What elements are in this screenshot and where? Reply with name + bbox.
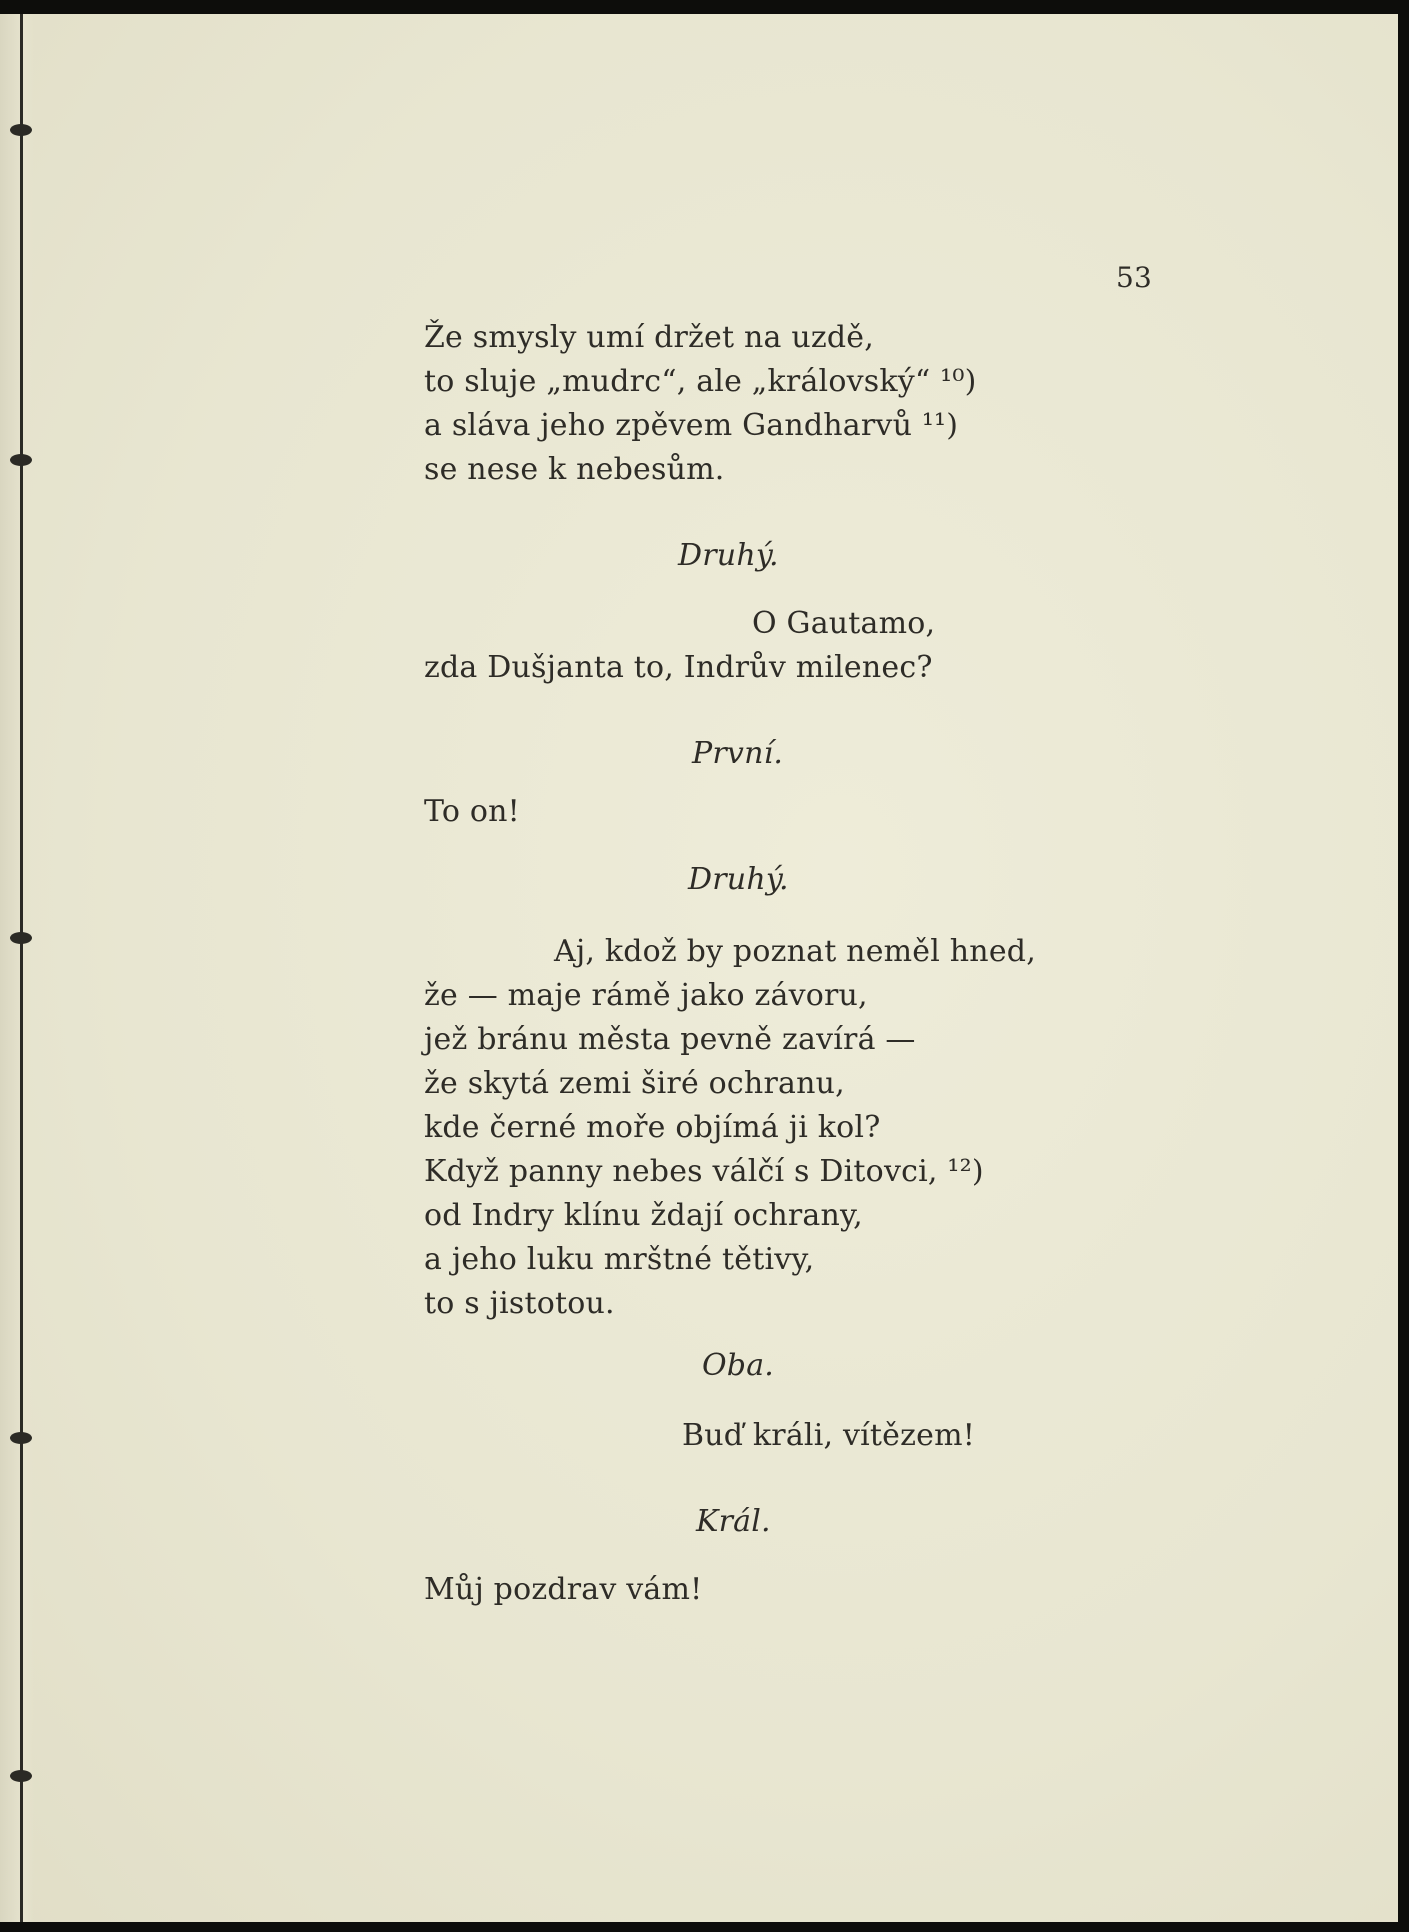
verse-line: a jeho luku mrštné tětivy, [424, 1242, 815, 1277]
speaker-heading: Druhý. [688, 862, 789, 897]
speaker-heading: Druhý. [678, 538, 779, 573]
speaker-heading: První. [692, 736, 784, 771]
stitch-mark [10, 932, 32, 944]
page-number: 53 [1116, 261, 1153, 294]
verse-line: že — maje rámě jako závoru, [424, 978, 868, 1013]
speaker-heading: Oba. [702, 1348, 775, 1383]
binding-edge [0, 14, 34, 1922]
verse-line: Buď králi, vítězem! [682, 1418, 975, 1453]
stitch-mark [10, 1432, 32, 1444]
stitch-mark [10, 124, 32, 136]
verse-line: to sluje „mudrc“, ale „královský“ ¹⁰) [424, 364, 977, 399]
verse-line: že skytá zemi širé ochranu, [424, 1066, 845, 1101]
stitch-mark [10, 1770, 32, 1782]
verse-line: kde černé moře objímá ji kol? [424, 1110, 881, 1145]
verse-line: Že smysly umí držet na uzdě, [424, 320, 874, 355]
verse-line: Když panny nebes válčí s Ditovci, ¹²) [424, 1154, 984, 1189]
verse-line: se nese k nebesům. [424, 452, 725, 487]
verse-line: to s jistotou. [424, 1286, 615, 1321]
verse-line: Můj pozdrav vám! [424, 1572, 703, 1607]
book-page [0, 14, 1398, 1922]
verse-line: To on! [424, 794, 520, 829]
verse-line: Aj, kdož by poznat neměl hned, [554, 934, 1036, 969]
verse-line: jež bránu města pevně zavírá — [424, 1022, 916, 1057]
spine-line [20, 14, 23, 1922]
verse-line: O Gautamo, [752, 606, 936, 641]
speaker-heading: Král. [696, 1504, 771, 1539]
verse-line: zda Dušjanta to, Indrův milenec? [424, 650, 933, 685]
verse-line: od Indry klínu ždají ochrany, [424, 1198, 863, 1233]
stitch-mark [10, 454, 32, 466]
verse-line: a sláva jeho zpěvem Gandharvů ¹¹) [424, 408, 959, 443]
